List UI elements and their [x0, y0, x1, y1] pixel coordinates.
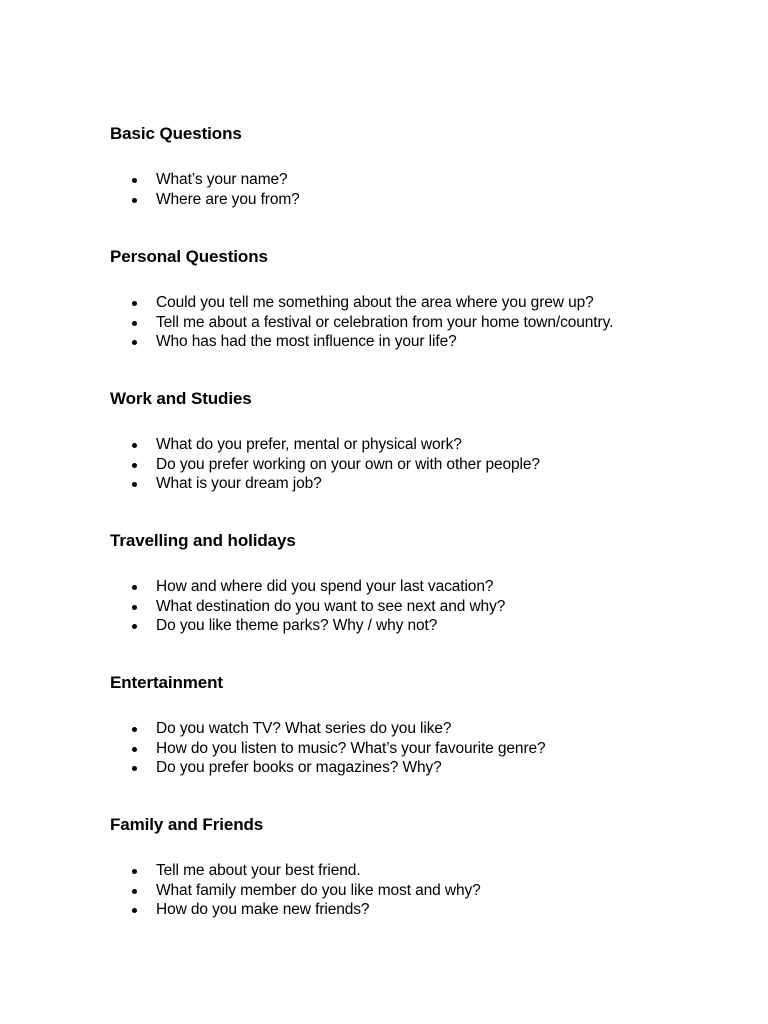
bullet-icon: [132, 443, 137, 448]
question-text: Tell me about a festival or celebration from your home town/country.: [156, 313, 614, 331]
list-item: [110, 900, 730, 920]
list-item: [110, 455, 730, 475]
bullet-icon: [132, 340, 137, 345]
section-heading: Travelling and holidays: [110, 531, 296, 550]
bullet-icon: [132, 727, 137, 732]
bullet-icon: [132, 624, 137, 629]
list-item: [110, 758, 730, 778]
bullet-icon: [132, 766, 137, 771]
section-heading: Personal Questions: [110, 247, 268, 266]
bullet-icon: [132, 585, 137, 590]
section-entertainment: [110, 673, 730, 778]
question-text: Who has had the most influence in your life?: [156, 333, 457, 351]
bullet-icon: [132, 198, 137, 203]
question-text: What is your dream job?: [156, 475, 322, 493]
bullet-icon: [132, 908, 137, 913]
list-item: [110, 577, 730, 597]
bullet-icon: [132, 605, 137, 610]
question-text: What do you prefer, mental or physical work?: [156, 436, 462, 453]
question-list: [110, 435, 730, 494]
question-list: [110, 719, 730, 778]
section-travelling-and-holidays: [110, 531, 730, 636]
list-item: [110, 332, 730, 352]
section-heading: Entertainment: [110, 673, 223, 692]
list-item: [110, 719, 730, 739]
question-text: How do you listen to music? What’s your favourite genre?: [156, 739, 546, 757]
bullet-icon: [132, 321, 137, 326]
section-personal-questions: [110, 247, 730, 352]
section-family-and-friends: [110, 815, 730, 920]
question-text: How do you make new friends?: [156, 901, 370, 919]
list-item: [110, 739, 730, 759]
section-heading: Work and Studies: [110, 389, 252, 408]
bullet-icon: [132, 869, 137, 874]
list-item: [110, 435, 730, 455]
question-list: [110, 170, 730, 209]
section-heading: Basic Questions: [110, 124, 242, 143]
bullet-icon: [132, 463, 137, 468]
list-item: [110, 170, 730, 190]
bullet-icon: [132, 482, 137, 487]
list-item: [110, 881, 730, 901]
bullet-icon: [132, 301, 137, 306]
question-list: [110, 577, 730, 636]
section-basic-questions: [110, 124, 730, 209]
question-text: How and where did you spend your last vacation?: [156, 578, 494, 595]
question-list: [110, 293, 730, 352]
question-text: Could you tell me something about the area where you grew up?: [156, 294, 594, 311]
list-item: [110, 474, 730, 494]
question-text: Do you prefer working on your own or with other people?: [156, 455, 540, 473]
bullet-icon: [132, 747, 137, 752]
question-text: What destination do you want to see next and why?: [156, 597, 506, 615]
list-item: [110, 313, 730, 333]
question-text: What family member do you like most and why?: [156, 881, 481, 899]
question-text: Tell me about your best friend.: [156, 862, 361, 879]
question-text: Where are you from?: [156, 190, 300, 208]
list-item: [110, 190, 730, 210]
section-heading: Family and Friends: [110, 815, 264, 834]
list-item: [110, 861, 730, 881]
question-text: Do you watch TV? What series do you like?: [156, 720, 452, 737]
bullet-icon: [132, 178, 137, 183]
section-work-and-studies: [110, 389, 730, 494]
bullet-icon: [132, 889, 137, 894]
list-item: [110, 597, 730, 617]
question-text: What’s your name?: [156, 171, 288, 188]
list-item: [110, 616, 730, 636]
list-item: [110, 293, 730, 313]
question-text: Do you prefer books or magazines? Why?: [156, 759, 442, 777]
question-list: [110, 861, 730, 920]
question-text: Do you like theme parks? Why / why not?: [156, 617, 438, 635]
